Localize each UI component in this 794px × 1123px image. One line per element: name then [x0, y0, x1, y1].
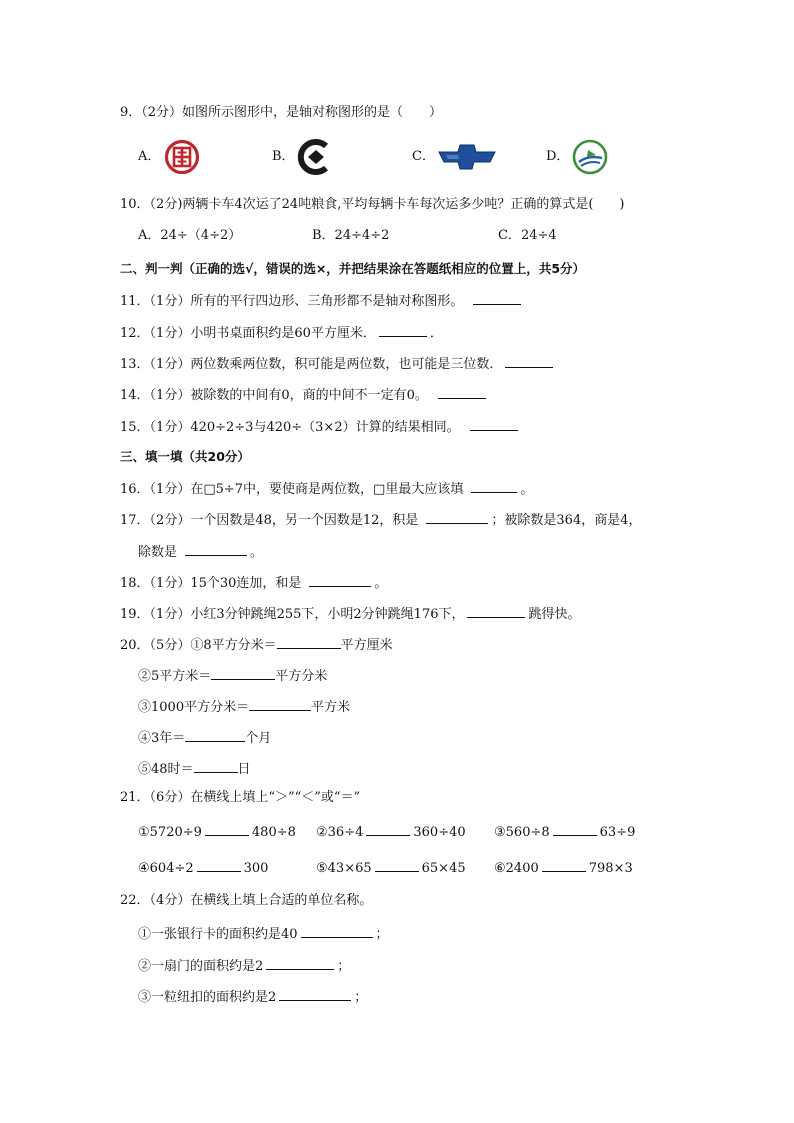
q20-line-2	[138, 665, 327, 686]
q21-item-2-right: 360÷40	[413, 825, 466, 840]
q22-item-1-blank[interactable]	[301, 923, 373, 938]
q19	[120, 603, 581, 624]
q22-item-2	[138, 955, 350, 976]
q22-item-1-post: ；	[375, 927, 389, 942]
q13-answer-blank[interactable]	[505, 353, 553, 368]
q17-divisor-blank[interactable]	[185, 541, 247, 556]
q12-answer-blank[interactable]	[379, 322, 427, 337]
q15-text: 15．（1分）420÷2÷3与420÷（3×2）计算的结果相同。	[120, 420, 460, 435]
q17-mid: ；被除数是364，商是4，	[491, 513, 642, 528]
q21-item-2-blank[interactable]	[366, 821, 410, 836]
q21-item-6-left: ⑥2400	[494, 861, 539, 876]
q15	[120, 416, 521, 437]
q20-item-2-pre: ②5平方米＝	[138, 669, 212, 684]
q12-tail: ．	[429, 326, 443, 341]
q20-item-3-pre: ③1000平方分米＝	[138, 700, 250, 715]
q17-line-1	[120, 509, 642, 530]
q21-item-1	[138, 821, 296, 842]
q21-stem: 21．（6分）在横线上填上“＞”“＜”或“＝”	[120, 790, 361, 805]
q11-text: 11．（1分）所有的平行四边形、三角形都不是轴对称图形。	[120, 294, 464, 309]
q14-answer-blank[interactable]	[438, 384, 486, 399]
q21-item-2-left: ②36÷4	[316, 825, 364, 840]
q20-item-2-blank[interactable]	[211, 665, 275, 680]
q21-item-4-right: 300	[243, 861, 269, 876]
q21-item-5-blank[interactable]	[375, 857, 419, 872]
q18	[120, 572, 387, 593]
q15-answer-blank[interactable]	[470, 416, 518, 431]
q22-item-1	[138, 923, 389, 944]
section-2-title: 二、判一判（正确的选√，错误的选×，并把结果涂在答题纸相应的位置上，共5分）	[120, 261, 586, 276]
q20-item-1-pre: ①8平方分米＝	[190, 638, 277, 653]
q21-item-5-right: 65×45	[421, 861, 466, 876]
q21-item-5-left: ⑤43×65	[316, 861, 372, 876]
q9-stem: 9．（2分）如图所示图形中，是轴对称图形的是（ ）	[120, 105, 443, 120]
q18-text: 18．（1分）15个30连加，和是	[120, 576, 302, 591]
q20-line-5	[138, 758, 251, 779]
q20-item-1-post: 平方厘米	[340, 638, 393, 653]
q10-option-b: B．24÷4÷2	[312, 228, 390, 243]
q20-item-2-post: 平方分米	[275, 669, 328, 684]
q17-line-2	[138, 541, 263, 562]
q20-item-4-blank[interactable]	[185, 727, 245, 742]
q9-option-d-label: D．	[546, 149, 570, 164]
q12-text: 12．（1分）小明书桌面积约是60平方厘米．	[120, 326, 376, 341]
q22-stem: 22．（4分）在横线上填上合适的单位名称。	[120, 893, 373, 908]
q22-item-3-blank[interactable]	[279, 986, 351, 1001]
q21-item-3-left: ③560÷8	[494, 825, 550, 840]
q9-option-a-label: A．	[138, 149, 161, 164]
q16	[120, 478, 533, 499]
q11	[120, 290, 524, 311]
q20-item-4-pre: ④3年＝	[138, 731, 186, 746]
q9-option-c-label: C．	[412, 149, 435, 164]
q13-text: 13．（1分）两位数乘两位数，积可能是两位数，也可能是三位数．	[120, 357, 503, 372]
icbc-logo-icon	[164, 139, 200, 175]
q20-item-4-post: 个月	[245, 731, 272, 746]
q20-line-3	[138, 696, 350, 717]
q16-tail: 。	[520, 482, 534, 497]
q14	[120, 384, 489, 405]
q20-item-5-post: 日	[237, 762, 251, 777]
q21-item-3-blank[interactable]	[553, 821, 597, 836]
q21-item-4	[138, 857, 268, 878]
chevrolet-bowtie-icon	[438, 142, 496, 172]
q19-tail: 跳得快。	[528, 607, 581, 622]
q20-item-5-blank[interactable]	[194, 758, 238, 773]
circle-bird-logo-icon	[570, 138, 610, 176]
q21-item-2	[316, 821, 466, 842]
q16-text: 16．（1分）在□5÷7中，要使商是两位数，□里最大应该填	[120, 482, 464, 497]
q9-option-b-label: B．	[272, 149, 295, 164]
q20-item-3-post: 平方米	[311, 700, 351, 715]
q21-item-1-left: ①5720÷9	[138, 825, 202, 840]
q22-item-3	[138, 986, 367, 1007]
q13	[120, 353, 556, 374]
q22-item-2-post: ；	[337, 959, 351, 974]
q19-answer-blank[interactable]	[467, 603, 525, 618]
q10-option-a: A．24÷（4÷2）	[138, 228, 242, 243]
q20-item-1-blank[interactable]	[277, 634, 341, 649]
q22-item-3-pre: ③一粒纽扣的面积约是2	[138, 990, 277, 1005]
q22-item-2-pre: ②一扇门的面积约是2	[138, 959, 264, 974]
q21-item-1-right: 480÷8	[251, 825, 296, 840]
q20-item-5-pre: ⑤48时＝	[138, 762, 194, 777]
q21-item-6-blank[interactable]	[542, 857, 586, 872]
q21-item-4-left: ④604÷2	[138, 861, 194, 876]
q22-item-3-post: ；	[354, 990, 368, 1005]
q18-answer-blank[interactable]	[309, 572, 371, 587]
q21-item-3	[494, 821, 635, 842]
q17-text: 17．（2分）一个因数是48，另一个因数是12，积是	[120, 513, 419, 528]
q20-line-1	[120, 634, 393, 655]
q21-item-6	[494, 857, 633, 878]
section-3-title: 三、填一填（共20分）	[120, 449, 250, 464]
q19-text: 19．（1分）小红3分钟跳绳255下，小明2分钟跳绳176下，	[120, 607, 465, 622]
q22-item-1-pre: ①一张银行卡的面积约是40	[138, 927, 298, 942]
q20-line-4	[138, 727, 271, 748]
q20-head: 20．（5分）	[120, 638, 191, 653]
q12	[120, 322, 443, 343]
q21-item-1-blank[interactable]	[205, 821, 249, 836]
q20-item-3-blank[interactable]	[249, 696, 311, 711]
q17-tail: 。	[250, 545, 264, 560]
q18-tail: 。	[374, 576, 388, 591]
q22-item-2-blank[interactable]	[266, 955, 334, 970]
q17-product-blank[interactable]	[426, 509, 488, 524]
q11-answer-blank[interactable]	[473, 290, 521, 305]
q21-item-3-right: 63÷9	[599, 825, 636, 840]
q10-stem: 10．（2分)两辆卡车4次运了24吨粮食,平均每辆卡车每次运多少吨？正确的算式是( )	[120, 197, 625, 212]
q21-item-5	[316, 857, 466, 878]
ccb-logo-icon	[296, 138, 336, 176]
q10-option-c: C．24÷4	[498, 228, 557, 243]
q17-line2-text: 除数是	[138, 545, 178, 560]
q14-text: 14．（1分）被除数的中间有0，商的中间不一定有0。	[120, 388, 428, 403]
q21-item-6-right: 798×3	[588, 861, 633, 876]
q16-answer-blank[interactable]	[471, 478, 517, 493]
q21-item-4-blank[interactable]	[197, 857, 241, 872]
